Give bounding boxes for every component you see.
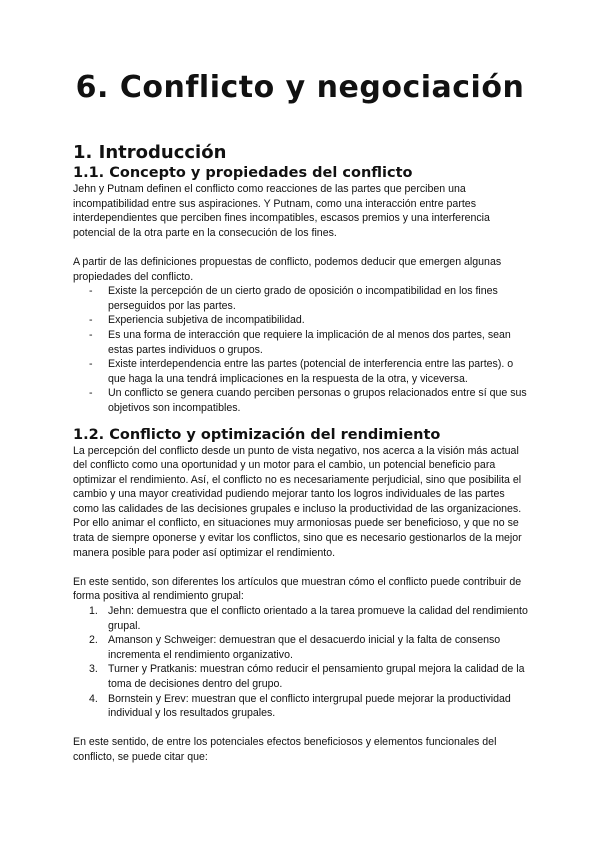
paragraph-propiedades-intro: A partir de las definiciones propuestas de conflicto, podemos deducir que emergen algunas propiedades del conflicto. <box>73 255 502 283</box>
list-item <box>73 633 528 662</box>
spacer <box>73 416 528 426</box>
list-item <box>73 692 528 721</box>
list-item: - Es una forma de interacción que requiere la implicación de al menos dos partes, sean estas partes individuos o grupos. <box>73 328 528 357</box>
document-body <box>73 142 528 765</box>
paragraph-efectos-intro: En este sentido, de entre los potenciales efectos beneficiosos y elementos funcionales del conflicto, se puede citar que: <box>73 736 497 763</box>
subsection-heading-optimizacion: 1.2. Conflicto y optimización del rendimiento <box>73 426 441 443</box>
list-item: - Existe interdependencia entre las partes (potencial de interferencia entre las partes). o que haga la una tendrá implicaciones en la respuesta de la otra, y viceversa. <box>73 357 528 386</box>
paragraph-rendimiento: La percepción del conflicto desde un punto de vista negativo, nos acerca a la visión más actual del conflicto como una oportunidad y un motor para el cambio, un potencial beneficio para optimizar el rendimiento. Así, el conflicto no es necesariamente perjudicial, sino que posibilita el cambio y una mayor creatividad pudiendo mejorar tanto los logros individuales de las partes como las calidades de las decisiones grupales e incluso la productividad de las organizaciones. Por ello animar el conflicto, en situaciones muy armoniosas puede ser beneficioso, y que no se trata de siempre oponerse y evitar los conflictos, sino que es necesario gestionarlos de la mejor manera posible para poder así optimizar el rendimiento. <box>73 444 522 559</box>
subsection-heading-concepto: 1.1. Concepto y propiedades del conflicto <box>73 165 413 181</box>
spacer <box>73 240 528 255</box>
paragraph-articulos-intro: En este sentido, son diferentes los artículos que muestran cómo el conflicto puede contribuir de forma positiva al rendimiento grupal: <box>73 575 522 603</box>
list-number: 1. <box>89 605 98 618</box>
list-item <box>73 604 528 633</box>
articles-list <box>73 604 528 721</box>
properties-list <box>73 284 528 415</box>
list-item: - Existe la percepción de un cierto grado de oposición o incompatibilidad en los fines perseguidos por las partes. <box>73 284 528 313</box>
list-item-text: Jehn: demuestra que el conflicto orientado a la tarea promueve la calidad del rendimiento grupal. <box>108 605 528 632</box>
spacer <box>73 560 528 575</box>
list-item: - Experiencia subjetiva de incompatibilidad. <box>73 313 528 328</box>
list-number: 2. <box>89 634 98 647</box>
spacer <box>73 721 528 736</box>
paragraph-definicion: Jehn y Putnam definen el conflicto como reacciones de las partes que perciben una incompatibilidad entre sus aspiraciones. Y Putnam, como una interacción entre partes interdependientes que perciben fines incompatibles, escasos premios y una interferencia potencial de la otra parte en la consecución de los fines. <box>73 183 490 239</box>
list-number: 4. <box>89 692 98 705</box>
list-number: 3. <box>89 663 98 676</box>
list-item: - Un conflicto se genera cuando perciben personas o grupos relacionados entre sí que sus objetivos son incompatibles. <box>73 386 528 415</box>
list-item-text: Turner y Pratkanis: muestran cómo reducir el pensamiento grupal mejora la calidad de la toma de decisiones dentro del grupo. <box>108 663 525 690</box>
list-item-text: Amanson y Schweiger: demuestran que el desacuerdo inicial y la falta de consenso incrementa el rendimiento organizativo. <box>108 634 501 661</box>
page-title: 6. Conflicto y negociación <box>75 70 525 105</box>
list-item-text: Bornstein y Erev: muestran que el conflicto intergrupal puede mejorar la productividad individual y los resultados grupales. <box>108 692 511 720</box>
list-item <box>73 662 528 691</box>
section-heading-introduccion: 1. Introducción <box>73 142 227 163</box>
